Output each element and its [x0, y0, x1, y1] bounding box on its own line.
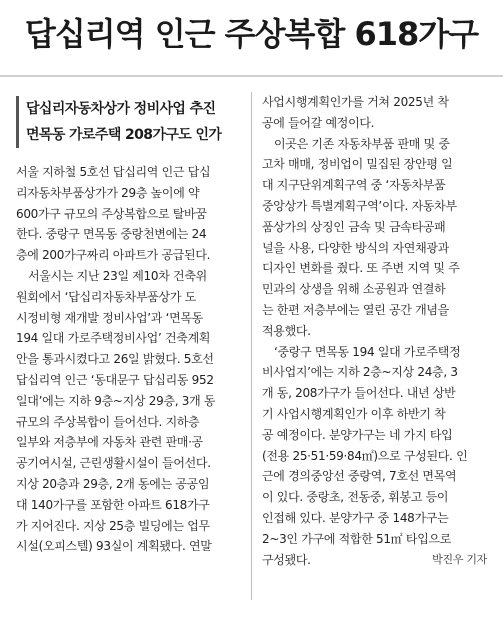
column-divider [251, 92, 252, 600]
body-line: (전용 25·51·59·84㎡)으로 구성된다. 인 [262, 448, 468, 463]
body-line: 규모의 주상복합이 들어선다. 지하층 [16, 414, 200, 429]
left-body [16, 162, 241, 557]
right-body [262, 92, 487, 570]
body-line: 답십리역 인근 ‘동대문구 답십리동 952 [16, 372, 214, 387]
body-line: 는 한편 저층부에는 열린 공간 개념을 [262, 302, 449, 317]
body-line: 개 동, 208가구가 들어선다. 내년 상반 [262, 386, 456, 401]
body-line: 시정비형 재개발 정비사업’과 ‘면목동 [16, 310, 203, 325]
body-line: 2~3인 가구에 적합한 51㎡ 타입으로 [262, 531, 452, 546]
body-line: 194 일대 가로주택정비사업’ 건축계획 [16, 331, 211, 346]
subheadline [16, 96, 241, 148]
left-column [16, 92, 241, 557]
headline-rule [0, 75, 503, 77]
body-line: 널을 사용, 다양한 방식의 자연채광과 [262, 240, 449, 255]
body-line: 기 사업시행계획인가 이후 하반기 착 [262, 406, 446, 421]
body-line: 600가구 규모의 주상복합으로 탈바꿈 [16, 206, 207, 221]
body-line: 한다. 중랑구 면목동 중랑천변에는 24 [16, 227, 207, 242]
body-line: 시설(오피스텔) 93실이 계획됐다. 연말 [16, 539, 212, 554]
body-line: ‘중랑구 면목동 194 일대 가로주택정 [274, 344, 461, 359]
body-line: 공에 들어갈 예정이다. [262, 115, 375, 130]
body-line: 일부와 저층부에 자동차 관련 판매·공 [16, 435, 203, 450]
byline: 박진우 기자 [432, 552, 487, 566]
body-line: 서울시는 지난 23일 제10차 건축위 [28, 268, 207, 283]
body-line: 층에 200가구짜리 아파트가 공급된다. [16, 248, 211, 263]
subheadline-line: 면목동 가로주택 208가구도 인가 [26, 127, 222, 143]
body-line: 비사업지’에는 지하 2층~지상 24층, 3 [262, 365, 458, 380]
body-line: 대 140가구를 포함한 아파트 618가구 [16, 497, 210, 512]
body-line: 고차 매매, 정비업이 밀집된 장안평 일 [262, 157, 453, 172]
body-line: 사업시행계획인가를 거쳐 2025년 착 [262, 95, 449, 109]
subheadline-line: 답십리자동차상가 정비사업 추진 [26, 101, 216, 117]
body-line: 중앙상가 특별계획구역’이다. 자동차부 [262, 198, 457, 213]
headline: 답십리역 인근 주상복합 618가구 [24, 15, 479, 53]
body-line: 가 지어진다. 지상 25층 빌딩에는 업무 [16, 518, 210, 533]
body-line: 리자동차부품상가가 29층 높이에 약 [16, 185, 200, 200]
body-line: 이 있다. 중랑초, 전동중, 휘봉고 등이 [262, 490, 449, 505]
body-line: 서울 지하철 5호선 답십리역 인근 답십 [16, 165, 211, 179]
body-line: 이곳은 기존 자동차부품 판매 및 중 [274, 136, 450, 151]
body-line: 민과의 상생을 위해 소공원과 연결하 [262, 282, 446, 297]
body-line: 안을 통과시켰다고 26일 밝혔다. 5호선 [16, 352, 214, 367]
last-line-row [262, 550, 487, 571]
body-line: 지상 20층과 29층, 2개 동에는 공공임 [16, 476, 210, 491]
body-line: 공 예정이다. 분양가구는 네 가지 타입 [262, 427, 453, 442]
body-line: 구성됐다. [262, 552, 311, 567]
body-line: 적용했다. [262, 323, 311, 338]
body-line: 인접해 있다. 분양가구 중 148가구는 [262, 510, 449, 525]
body-line: 일대’에는 지하 9층~지상 29층, 3개 동 [16, 393, 216, 408]
body-line: 품상가의 상징인 금속 및 금속타공패 [262, 219, 446, 234]
body-line: 원회에서 ‘답십리자동차부품상가 도 [16, 289, 196, 304]
right-column [262, 92, 487, 570]
body-line: 공기여시설, 근린생활시설이 들어선다. [16, 456, 211, 471]
body-line: 디자인 변화를 줬다. 또 주변 지역 및 주 [262, 261, 460, 276]
body-line: 근에 경의중앙선 중랑역, 7호선 면목역 [262, 469, 457, 484]
body-line: 대 지구단위계획구역 중 ‘자동차부품 [262, 178, 446, 193]
